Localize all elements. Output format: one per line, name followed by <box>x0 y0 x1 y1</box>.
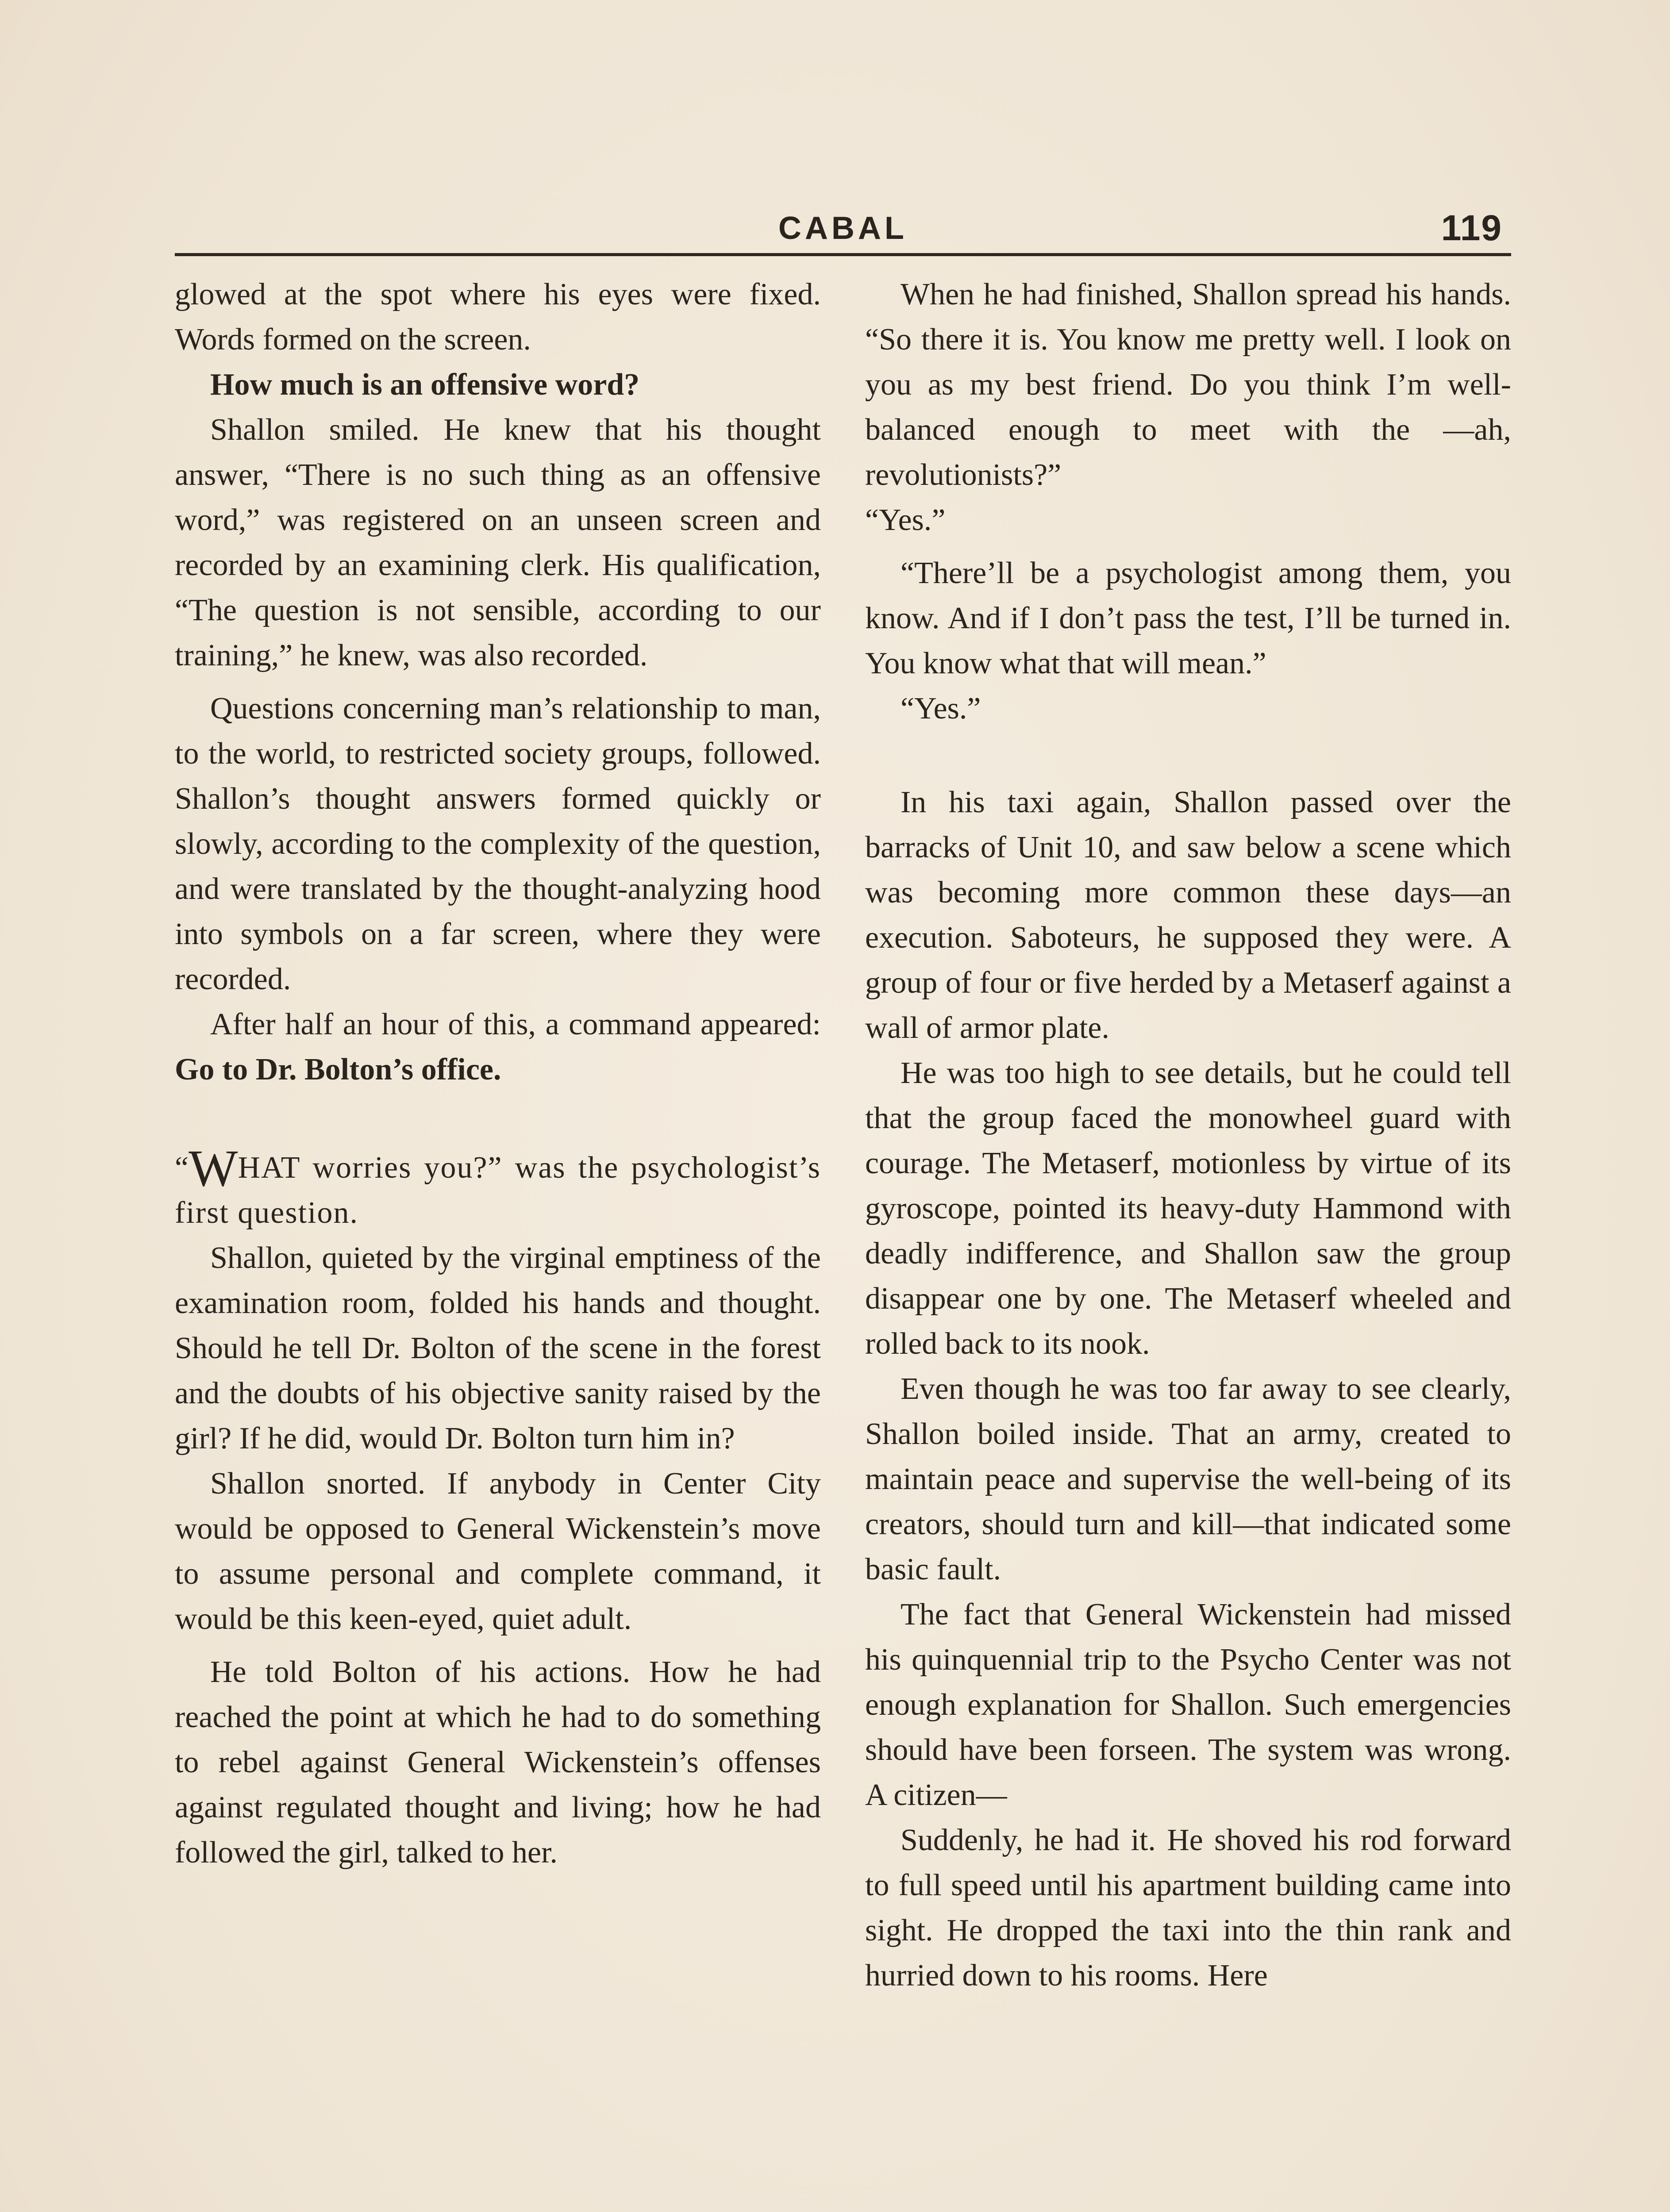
paragraph: Questions concerning man’s relationship to man, to the world, to restricted society groups, followed. Shallon’s thought answers formed quickly or slowly, according to the complexity of the question, and were translated by the thought-analyzing hood into symbols on a far screen, where they were recorded. <box>175 691 821 996</box>
paragraph-text: After half an hour of this, a command appeared: <box>210 1007 821 1041</box>
page-number: 119 <box>1441 208 1502 248</box>
screen-command: Go to Dr. Bolton’s office. <box>175 1052 501 1087</box>
paragraph <box>175 1002 821 1092</box>
section-opening <box>175 1139 821 1236</box>
paragraph: Suddenly, he had it. He shoved his rod forward to full speed until his apartment building came into sight. He dropped the taxi into the thin rank and hurried down to his rooms. Here <box>865 1823 1511 1993</box>
dialogue-line: “Yes.” <box>865 503 946 537</box>
paragraph: Shallon snorted. If anybody in Center City would be opposed to General Wickenstein’s move to assume personal and complete command, it would be this keen-eyed, quiet adult. <box>175 1467 821 1636</box>
left-column <box>175 272 821 1875</box>
paragraph: Even though he was too far away to see clearly, Shallon boiled inside. That an army, created to maintain peace and supervise the well-being of its creators, should turn and kill—that indicated some basic fault. <box>865 1372 1511 1586</box>
paragraph: glowed at the spot where his eyes were fixed. Words formed on the screen. <box>175 277 821 357</box>
right-column <box>865 272 1511 1998</box>
running-head: CABAL <box>778 211 908 246</box>
paragraph: When he had finished, Shallon spread his hands. “So there it is. You know me pretty well. I look on you as my best friend. Do you think I’m well-balanced enough to meet with the —ah, revolutionists?” <box>865 277 1511 492</box>
paragraph: The fact that General Wickenstein had missed his quinquennial trip to the Psycho Center was not enough explanation for Shallon. Such emergencies should have been forseen. The system was wrong. A citizen— <box>865 1598 1511 1812</box>
paragraph: He told Bolton of his actions. How he had reached the point at which he had to do something to rebel against General Wickenstein’s offenses against regulated thought and living; how he had followed the girl, talked to her. <box>175 1655 821 1870</box>
section-opening-text: HAT worries you?” was the psychologist’s first question. <box>175 1151 821 1230</box>
paragraph: He was too high to see details, but he could tell that the group faced the monowheel guard with courage. The Metaserf, motionless by virtue of its gyroscope, pointed its heavy-duty Hammond with deadly indifference, and Shallon saw the group disappear one by one. The Metaserf wheeled and rolled back to its nook. <box>865 1056 1511 1361</box>
drop-cap: W <box>189 1139 238 1197</box>
page-header <box>175 201 1511 254</box>
dialogue-line: “Yes.” <box>900 691 981 726</box>
paragraph: Shallon smiled. He knew that his thought answer, “There is no such thing as an offensive word,” was registered on an unseen screen and recorded by an examining clerk. His qualification, “The question is not sensible, according to our training,” he knew, was also recorded. <box>175 413 821 672</box>
open-quote: “ <box>175 1151 189 1185</box>
screen-question: How much is an offensive word? <box>210 368 640 402</box>
paragraph: Shallon, quieted by the virginal emptiness of the examination room, folded his hands and thought. Should he tell Dr. Bolton of the scene in the forest and the doubts of his objective sanity raised by the girl? If he did, would Dr. Bolton turn him in? <box>175 1241 821 1455</box>
paragraph: In his taxi again, Shallon passed over the barracks of Unit 10, and saw below a scene which was becoming more common these days—an execution. Saboteurs, he supposed they were. A group of four or five herded by a Metaserf against a wall of armor plate. <box>865 785 1511 1045</box>
paragraph: “There’ll be a psychologist among them, you know. And if I don’t pass the test, I’ll be turned in. You know what that will mean.” <box>865 556 1511 680</box>
header-rule <box>175 253 1511 256</box>
